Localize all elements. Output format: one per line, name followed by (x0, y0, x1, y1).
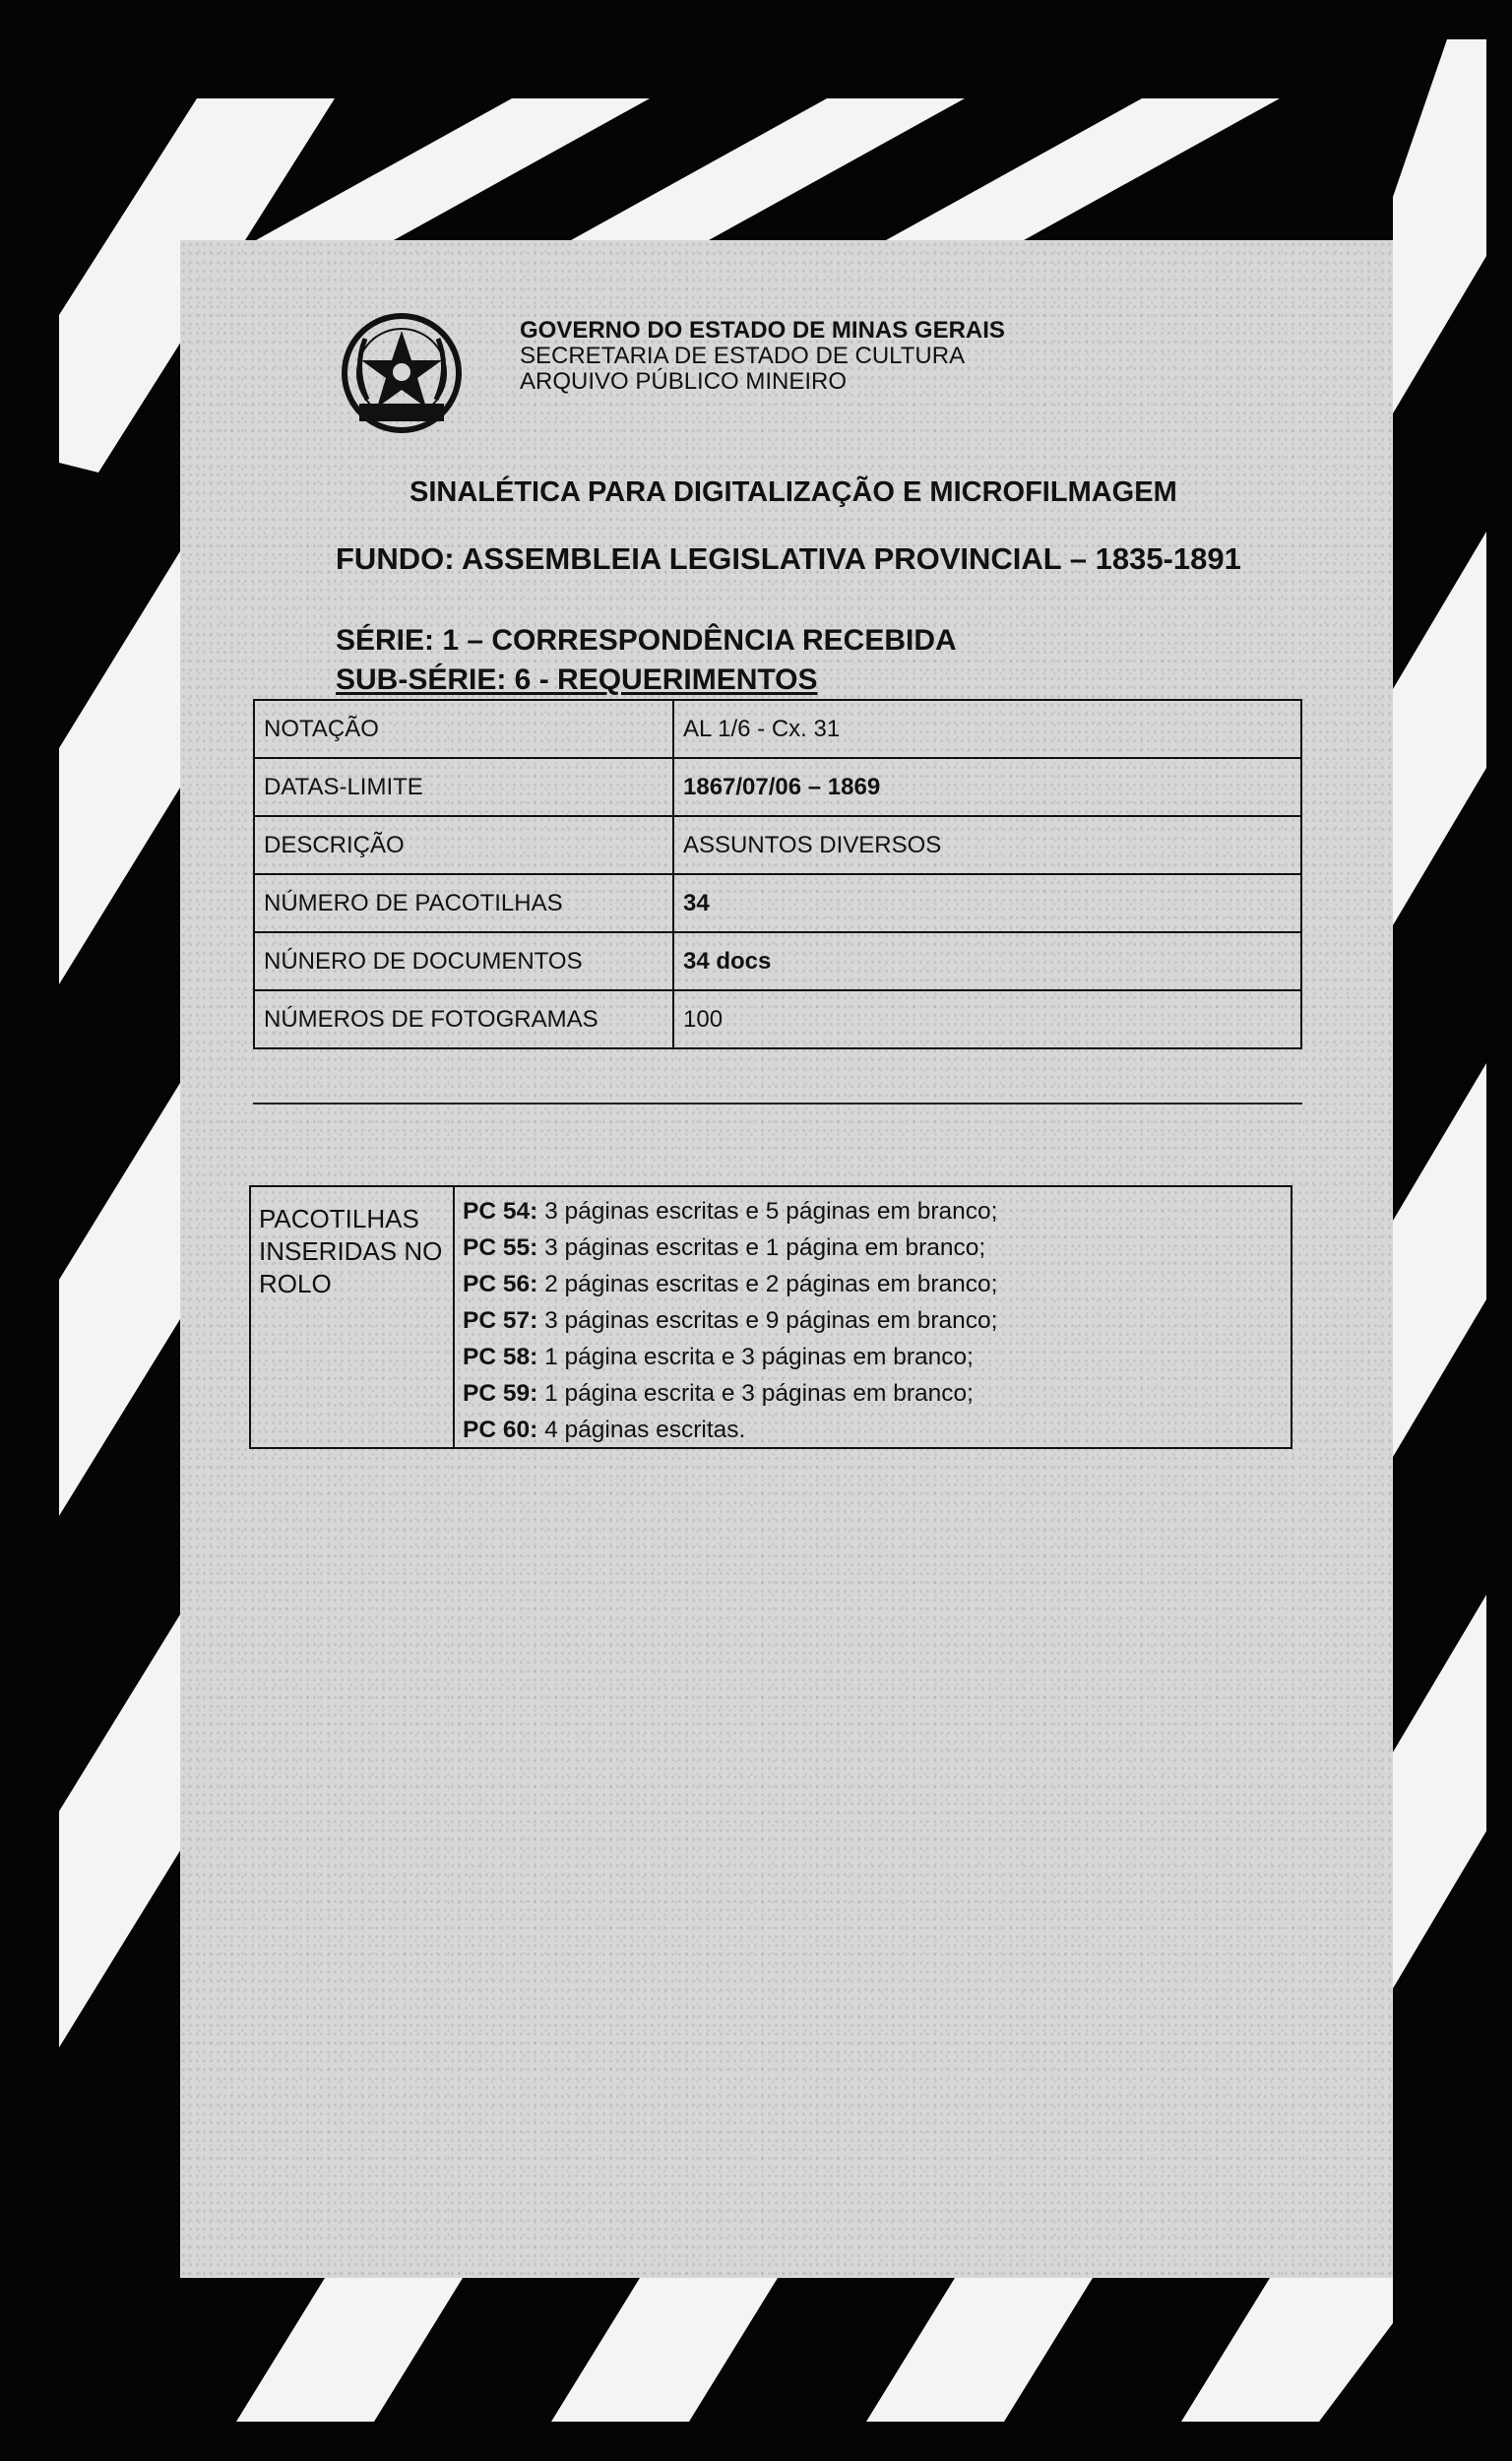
pc-code: PC 56: (463, 1271, 538, 1297)
pc-text: 4 páginas escritas. (544, 1417, 746, 1443)
info-label: DESCRIÇÃO (254, 816, 673, 874)
list-item (463, 1230, 1280, 1266)
pc-text: 3 páginas escritas e 5 páginas em branco; (544, 1198, 998, 1225)
subserie-heading: SUB-SÉRIE: 6 - REQUERIMENTOS (336, 663, 818, 696)
list-item (463, 1266, 1280, 1302)
pc-code: PC 58: (463, 1344, 538, 1370)
info-label: NOTAÇÃO (254, 700, 673, 758)
header-secretariat: SECRETARIA DE ESTADO DE CULTURA (520, 343, 966, 369)
table-row (254, 874, 1301, 932)
pc-code: PC 54: (463, 1198, 538, 1225)
state-seal-icon (338, 309, 466, 437)
signage-card (180, 240, 1393, 2278)
info-label: NÚMERO DE PACOTILHAS (254, 874, 673, 932)
info-value: 34 (673, 874, 1301, 932)
serie-heading: SÉRIE: 1 – CORRESPONDÊNCIA RECEBIDA (336, 624, 957, 657)
pc-text: 2 páginas escritas e 2 páginas em branco; (544, 1271, 998, 1297)
pc-code: PC 59: (463, 1380, 538, 1407)
table-row (254, 932, 1301, 990)
table-row (254, 700, 1301, 758)
info-value: AL 1/6 - Cx. 31 (673, 700, 1301, 758)
pc-text: 1 página escrita e 3 páginas em branco; (544, 1380, 974, 1407)
divider (253, 1103, 1302, 1104)
list-item (463, 1412, 1280, 1448)
pc-text: 1 página escrita e 3 páginas em branco; (544, 1344, 974, 1370)
pc-text: 3 páginas escritas e 9 páginas em branco; (544, 1307, 998, 1334)
pacotilhas-table (249, 1185, 1292, 1449)
table-row (254, 816, 1301, 874)
table-row (254, 990, 1301, 1048)
info-value: 34 docs (673, 932, 1301, 990)
info-value: 100 (673, 990, 1301, 1048)
info-label: NÚNERO DE DOCUMENTOS (254, 932, 673, 990)
info-value: 1867/07/06 – 1869 (673, 758, 1301, 816)
pacotilhas-label: PACOTILHAS INSERIDAS NO ROLO (251, 1187, 455, 1447)
fundo-heading: FUNDO: ASSEMBLEIA LEGISLATIVA PROVINCIAL – 1835-1891 (336, 541, 1241, 576)
pc-text: 3 páginas escritas e 1 página em branco; (544, 1234, 986, 1261)
pc-code: PC 60: (463, 1417, 538, 1443)
header-government: GOVERNO DO ESTADO DE MINAS GERAIS (520, 317, 1005, 344)
info-label: NÚMEROS DE FOTOGRAMAS (254, 990, 673, 1048)
header-archive: ARQUIVO PÚBLICO MINEIRO (520, 368, 848, 395)
list-item (463, 1339, 1280, 1375)
table-row (254, 758, 1301, 816)
list-item (463, 1193, 1280, 1230)
info-table (253, 699, 1302, 1049)
page-title: SINALÉTICA PARA DIGITALIZAÇÃO E MICROFILMAGEM (410, 476, 1177, 508)
list-item (463, 1375, 1280, 1412)
list-item (463, 1302, 1280, 1339)
pc-code: PC 55: (463, 1234, 538, 1261)
info-value: ASSUNTOS DIVERSOS (673, 816, 1301, 874)
pc-code: PC 57: (463, 1307, 538, 1334)
pacotilhas-list (463, 1193, 1280, 1448)
info-label: DATAS-LIMITE (254, 758, 673, 816)
